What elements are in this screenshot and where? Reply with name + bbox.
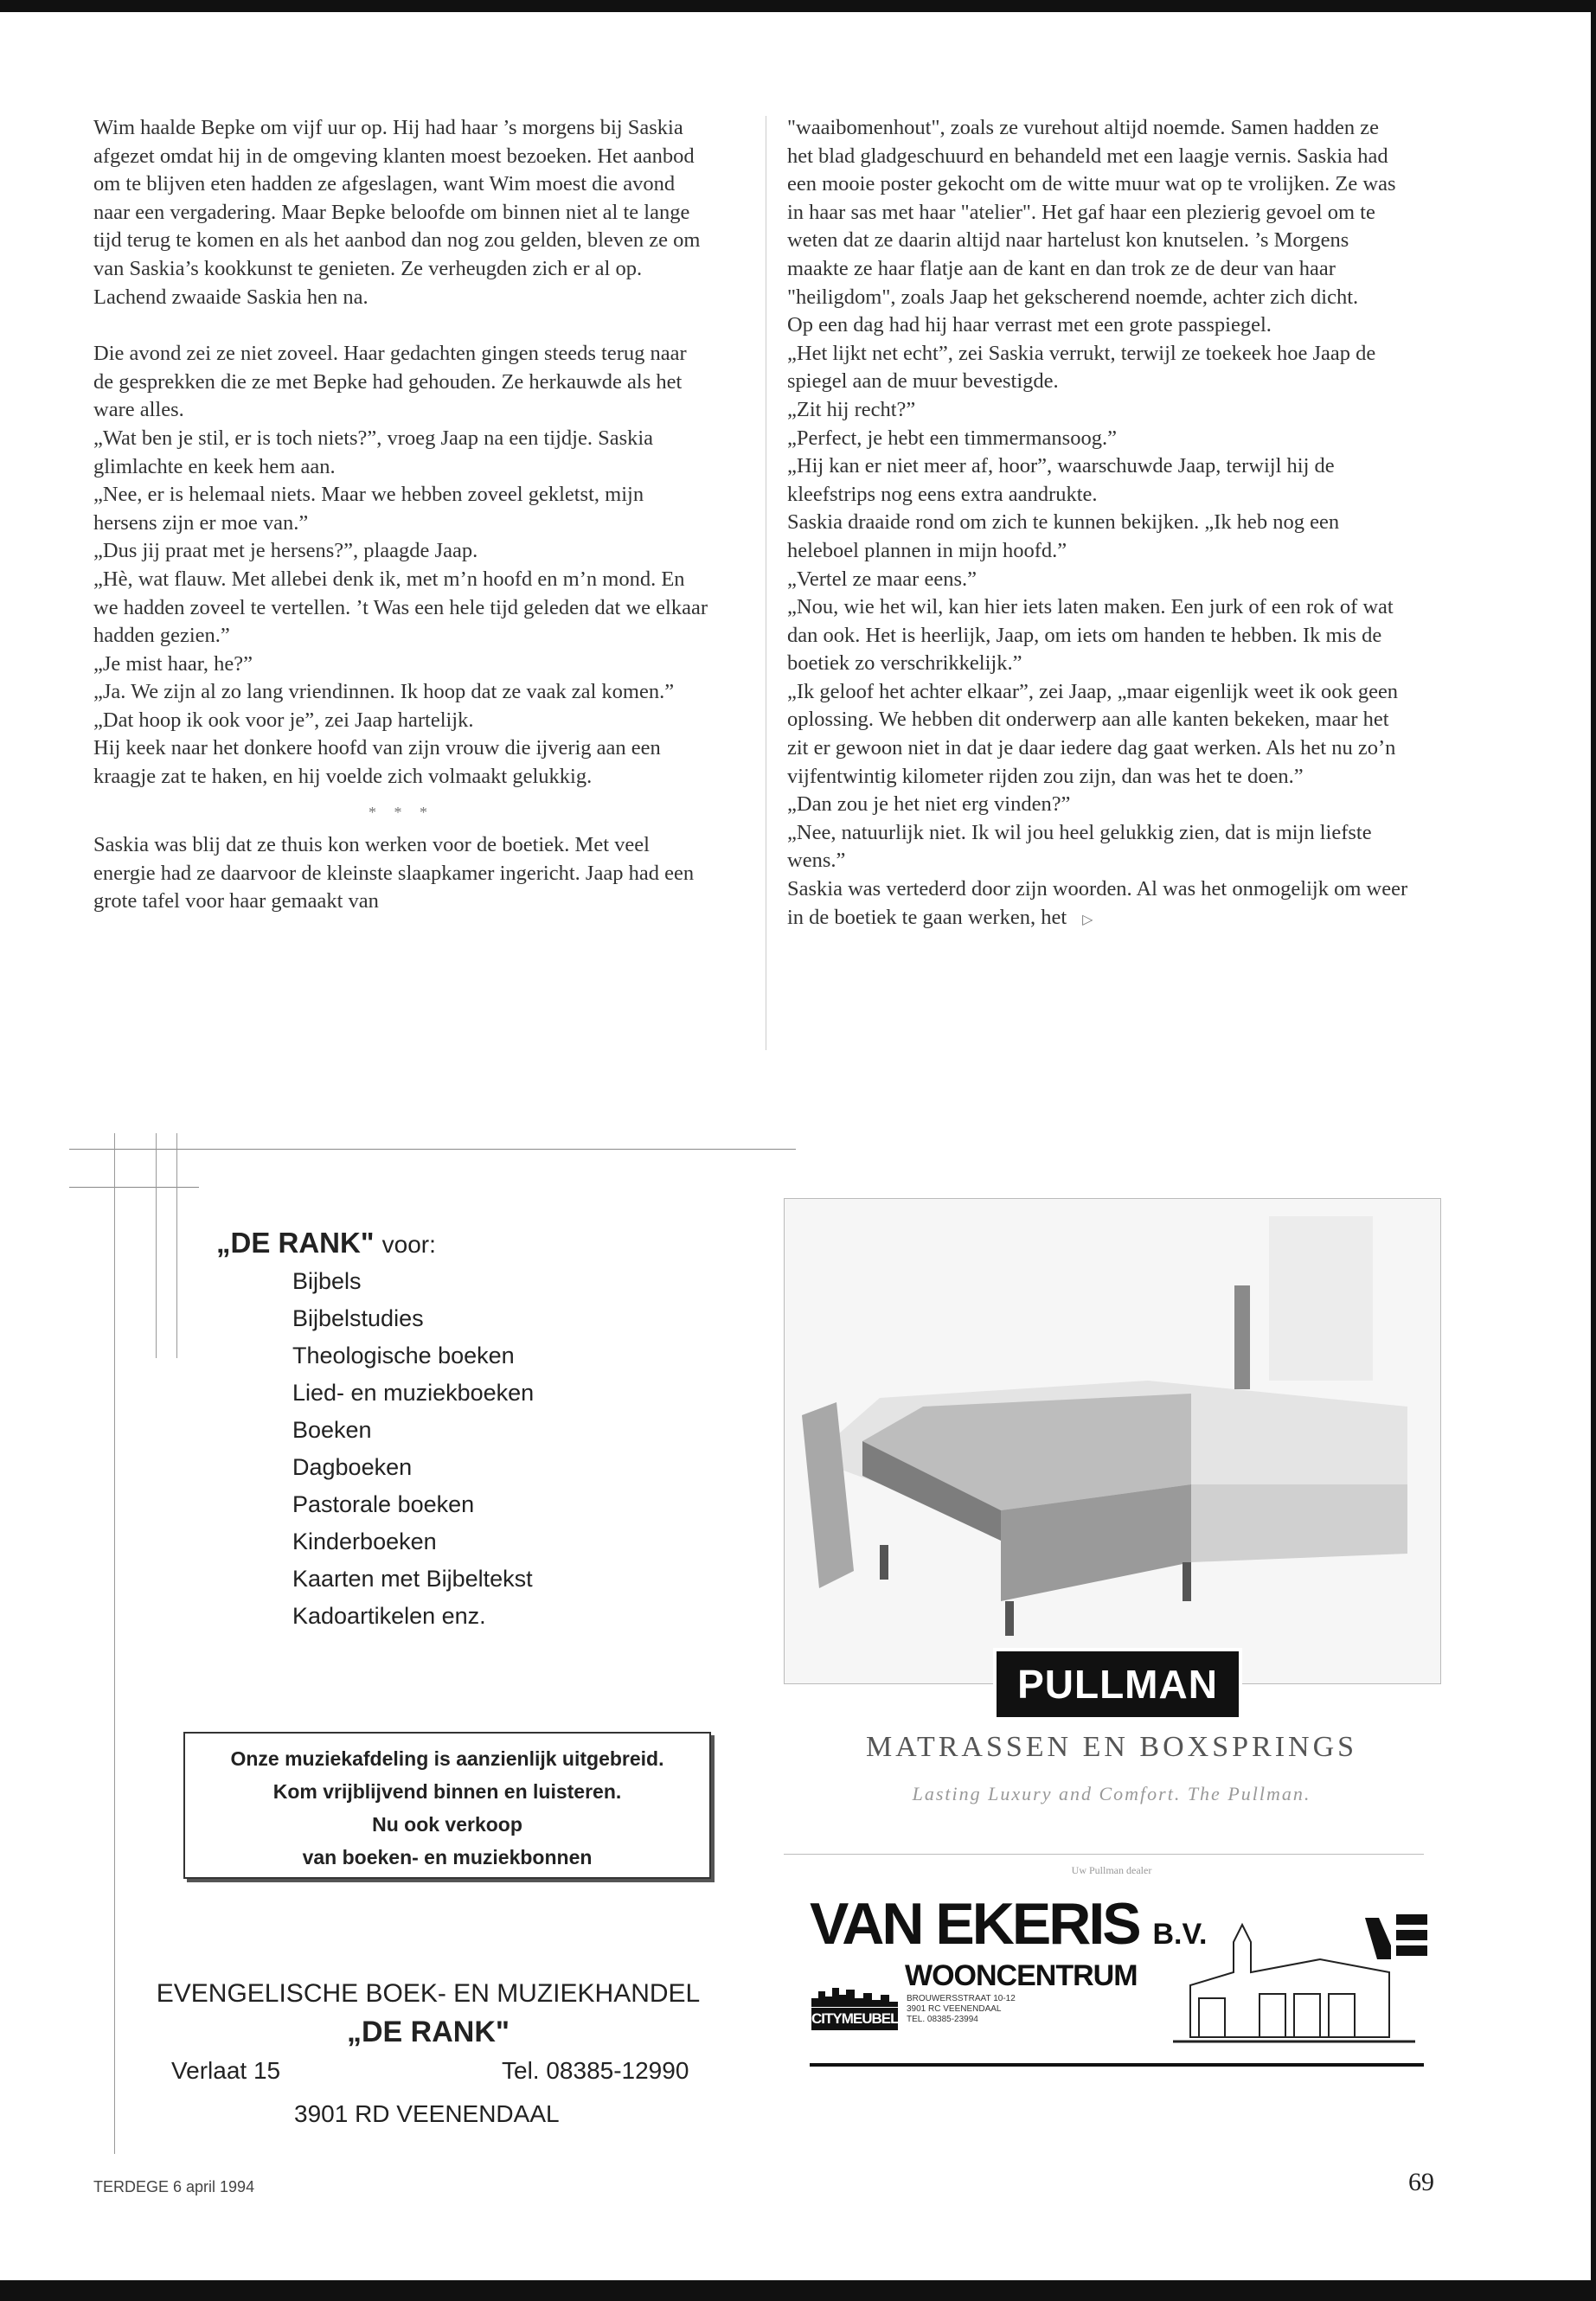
dealer-address <box>907 1994 1016 2025</box>
paragraph: „Je mist haar, he?” <box>93 651 253 676</box>
shop-phone: Tel. 08385-12990 <box>502 2057 689 2084</box>
list-item: Dagboeken <box>292 1454 413 1480</box>
ad-de-rank <box>52 1133 744 2154</box>
notice-line: Onze muziekafdeling is aanzienlijk uitgebreid. <box>230 1747 664 1770</box>
page-border-right <box>1591 0 1596 2301</box>
paragraph: „Wat ben je stil, er is toch niets?”, vroeg Jaap na een tijdje. Saskia glimlachte en keek hem aan. <box>93 426 654 478</box>
paragraph: „Dan zou je het niet erg vinden?” <box>787 792 1071 817</box>
dealer-emblem-icon <box>1365 1909 1429 1961</box>
ad-pullman <box>784 1198 1441 2076</box>
rank-heading-suffix: voor: <box>381 1231 436 1258</box>
dealer-logo <box>810 1890 1208 1958</box>
dealer-suffix: B.V. <box>1152 1918 1208 1951</box>
rank-notice-box <box>183 1732 711 1879</box>
paragraph: „Hij kan er niet meer af, hoor”, waarschuwde Jaap, terwijl hij de kleefstrips nog eens extra aandrukte. <box>787 454 1335 506</box>
paragraph: Op een dag had hij haar verrast met een grote passpiegel. <box>787 313 1272 337</box>
bottom-rule <box>810 2063 1424 2067</box>
dealer-subtitle: WOONCENTRUM <box>905 1959 1138 1992</box>
paragraph: Saskia was blij dat ze thuis kon werken voor de boetiek. Met veel energie had ze daarvoor de kleinste slaapkamer ingericht. Jaap had een grote tafel voor haar gemaakt van <box>93 833 695 913</box>
divider-line <box>784 1854 1424 1855</box>
page-number: 69 <box>1408 2168 1434 2196</box>
frame-line <box>69 1149 796 1150</box>
list-item: Kaarten met Bijbeltekst <box>292 1566 533 1592</box>
list-item: Pastorale boeken <box>292 1491 475 1517</box>
rank-heading-name: „DE RANK" <box>216 1227 375 1259</box>
section-break-stars: * * * <box>369 803 434 821</box>
article-right-column <box>787 114 1410 934</box>
shop-address: Verlaat 15 <box>171 2057 281 2084</box>
paragraph: „Dus jij praat met je hersens?”, plaagde Jaap. <box>93 539 478 563</box>
list-item: Bijbelstudies <box>292 1305 424 1331</box>
pullman-logo: PULLMAN <box>993 1648 1242 1721</box>
pullman-tagline: Lasting Luxury and Comfort. The Pullman. <box>912 1783 1311 1804</box>
pullman-subtitle: MATRASSEN EN BOXSPRINGS <box>865 1731 1358 1763</box>
frame-line <box>69 1187 199 1188</box>
paragraph: Hij keek naar het donkere hoofd van zijn vrouw die ijverig aan een kraagje zat te haken, en hij voelde zich volmaakt gelukkig. <box>93 736 661 789</box>
page-border-top <box>0 0 1596 12</box>
article-left-column <box>93 114 709 916</box>
paragraph: „Vertel ze maar eens.” <box>787 567 977 591</box>
address-line: TEL. 08385-23994 <box>907 2015 978 2024</box>
paragraph: „Perfect, je hebt een timmermansoog.” <box>787 426 1117 450</box>
paragraph-text: Saskia was vertederd door zijn woorden. Al was het onmogelijk om weer in de boetiek te gaan werken, het <box>787 877 1408 929</box>
list-item: Kadoartikelen enz. <box>292 1603 486 1629</box>
notice-line: Kom vrijblijvend binnen en luisteren. <box>272 1780 622 1803</box>
paragraph: „Nee, natuurlijk niet. Ik wil jou heel gelukkig zien, dat is mijn liefste wens.” <box>787 820 1372 873</box>
paragraph: "waaibomenhout", zoals ze vurehout altijd noemde. Samen hadden ze het blad gladgeschuurd en behandeld met een laagje vernis. Saskia had een mooie poster gekocht om de witte muur wat op te vrolijken. Ze was in haar sas met haar "atelier". Het gaf haar een plezierig gevoel om te weten dat ze daarin altijd naar hartelust kon knutselen. ’s Morgens maakte ze haar flatje aan de kant en dan trok ze de deur van haar "heiligdom", zoals Jaap het gekscherend noemde, achter zich dicht. <box>787 116 1396 309</box>
rank-product-list <box>292 1263 534 1635</box>
paragraph: Saskia draaide rond om zich te kunnen bekijken. „Ik heb nog een heleboel plannen in mijn hoofd.” <box>787 510 1340 562</box>
shop-name: „DE RANK" <box>346 2016 510 2048</box>
frame-line <box>176 1133 177 1358</box>
list-item: Boeken <box>292 1417 372 1443</box>
list-item: Theologische boeken <box>292 1343 515 1368</box>
paragraph: „Dat hoop ik ook voor je”, zei Jaap hartelijk. <box>93 708 474 732</box>
paragraph: „Zit hij recht?” <box>787 397 916 421</box>
paragraph: „Hè, wat flauw. Met allebei denk ik, met m’n hoofd en m’n mond. En we hadden zoveel te vertellen. ’t Was een hele tijd geleden dat we elkaar hadden gezien.” <box>93 567 708 648</box>
city-skyline-icon <box>811 1981 898 2007</box>
paragraph-gap <box>93 311 709 340</box>
paragraph: „Het lijkt net echt”, zei Saskia verrukt, terwijl ze toekeek hoe Jaap de spiegel aan de muur bevestigde. <box>787 341 1376 394</box>
list-item: Lied- en muziekboeken <box>292 1380 535 1406</box>
dealer-name: VAN EKERIS <box>810 1891 1139 1957</box>
address-line: BROUWERSSTRAAT 10-12 <box>907 1994 1016 2003</box>
citymeubel-badge: CITYMEUBEL <box>811 2008 898 2030</box>
paragraph: „Nou, wie het wil, kan hier iets laten maken. Een jurk of een rok of wat dan ook. Het is heerlijk, Jaap, om iets om handen te hebben. Ik mis de boetiek zo verschrikkelijk.” <box>787 595 1394 676</box>
paragraph: „Ja. We zijn al zo lang vriendinnen. Ik hoop dat ze vaak zal komen.” <box>93 680 675 704</box>
paragraph: Lachend zwaaide Saskia hen na. <box>93 285 369 309</box>
list-item: Bijbels <box>292 1268 362 1294</box>
continue-arrow-icon: ▷ <box>1082 912 1093 927</box>
dealer-note: Uw Pullman dealer <box>1071 1864 1152 1876</box>
shop-title: EVENGELISCHE BOEK- EN MUZIEKHANDEL <box>156 1979 701 2008</box>
shop-city: 3901 RD VEENENDAAL <box>294 2100 560 2127</box>
bed-illustration <box>785 1199 1440 1683</box>
address-line: 3901 RC VEENENDAAL <box>907 2004 1002 2014</box>
publication-footer: TERDEGE 6 april 1994 <box>93 2178 255 2195</box>
rank-heading <box>216 1227 436 1259</box>
list-item: Kinderboeken <box>292 1529 437 1554</box>
notice-line: van boeken- en muziekbonnen <box>302 1846 593 1868</box>
notice-line: Nu ook verkoop <box>372 1813 522 1836</box>
paragraph: „Nee, er is helemaal niets. Maar we hebben zoveel gekletst, mijn hersens zijn er moe van.” <box>93 483 644 535</box>
paragraph: „Ik geloof het achter elkaar”, zei Jaap, „maar eigenlijk weet ik ook geen oplossing. We hebben dit onderwerp aan alle kanten bekeken, maar het zit er gewoon niet in dat je daar iedere dag gaat werken. Als het nu zo’n vijfentwintig kilometer rijden zou zijn, dan was het te doen.” <box>787 679 1399 788</box>
paragraph: Wim haalde Bepke om vijf uur op. Hij had haar ’s morgens bij Saskia afgezet omdat hij in de omgeving klanten moest bezoeken. Het aanbod om te blijven eten hadden ze afgeslagen, want Wim moest die avond naar een vergadering. Maar Bepke beloofde om binnen niet al te lange tijd terug te komen en als het aanbod dan nog zou gelden, bleven ze om van Saskia’s kookkunst te genieten. Ze verheugden zich er al op. <box>93 116 701 280</box>
paragraph-last <box>787 875 1410 934</box>
paragraph: Die avond zei ze niet zoveel. Haar gedachten gingen steeds terug naar de gesprekken die ze met Bepke had gehouden. Ze herkauwde als het ware alles. <box>93 342 687 422</box>
bed-photo <box>784 1198 1441 1684</box>
page-border-bottom <box>0 2280 1596 2301</box>
frame-line <box>156 1133 157 1358</box>
